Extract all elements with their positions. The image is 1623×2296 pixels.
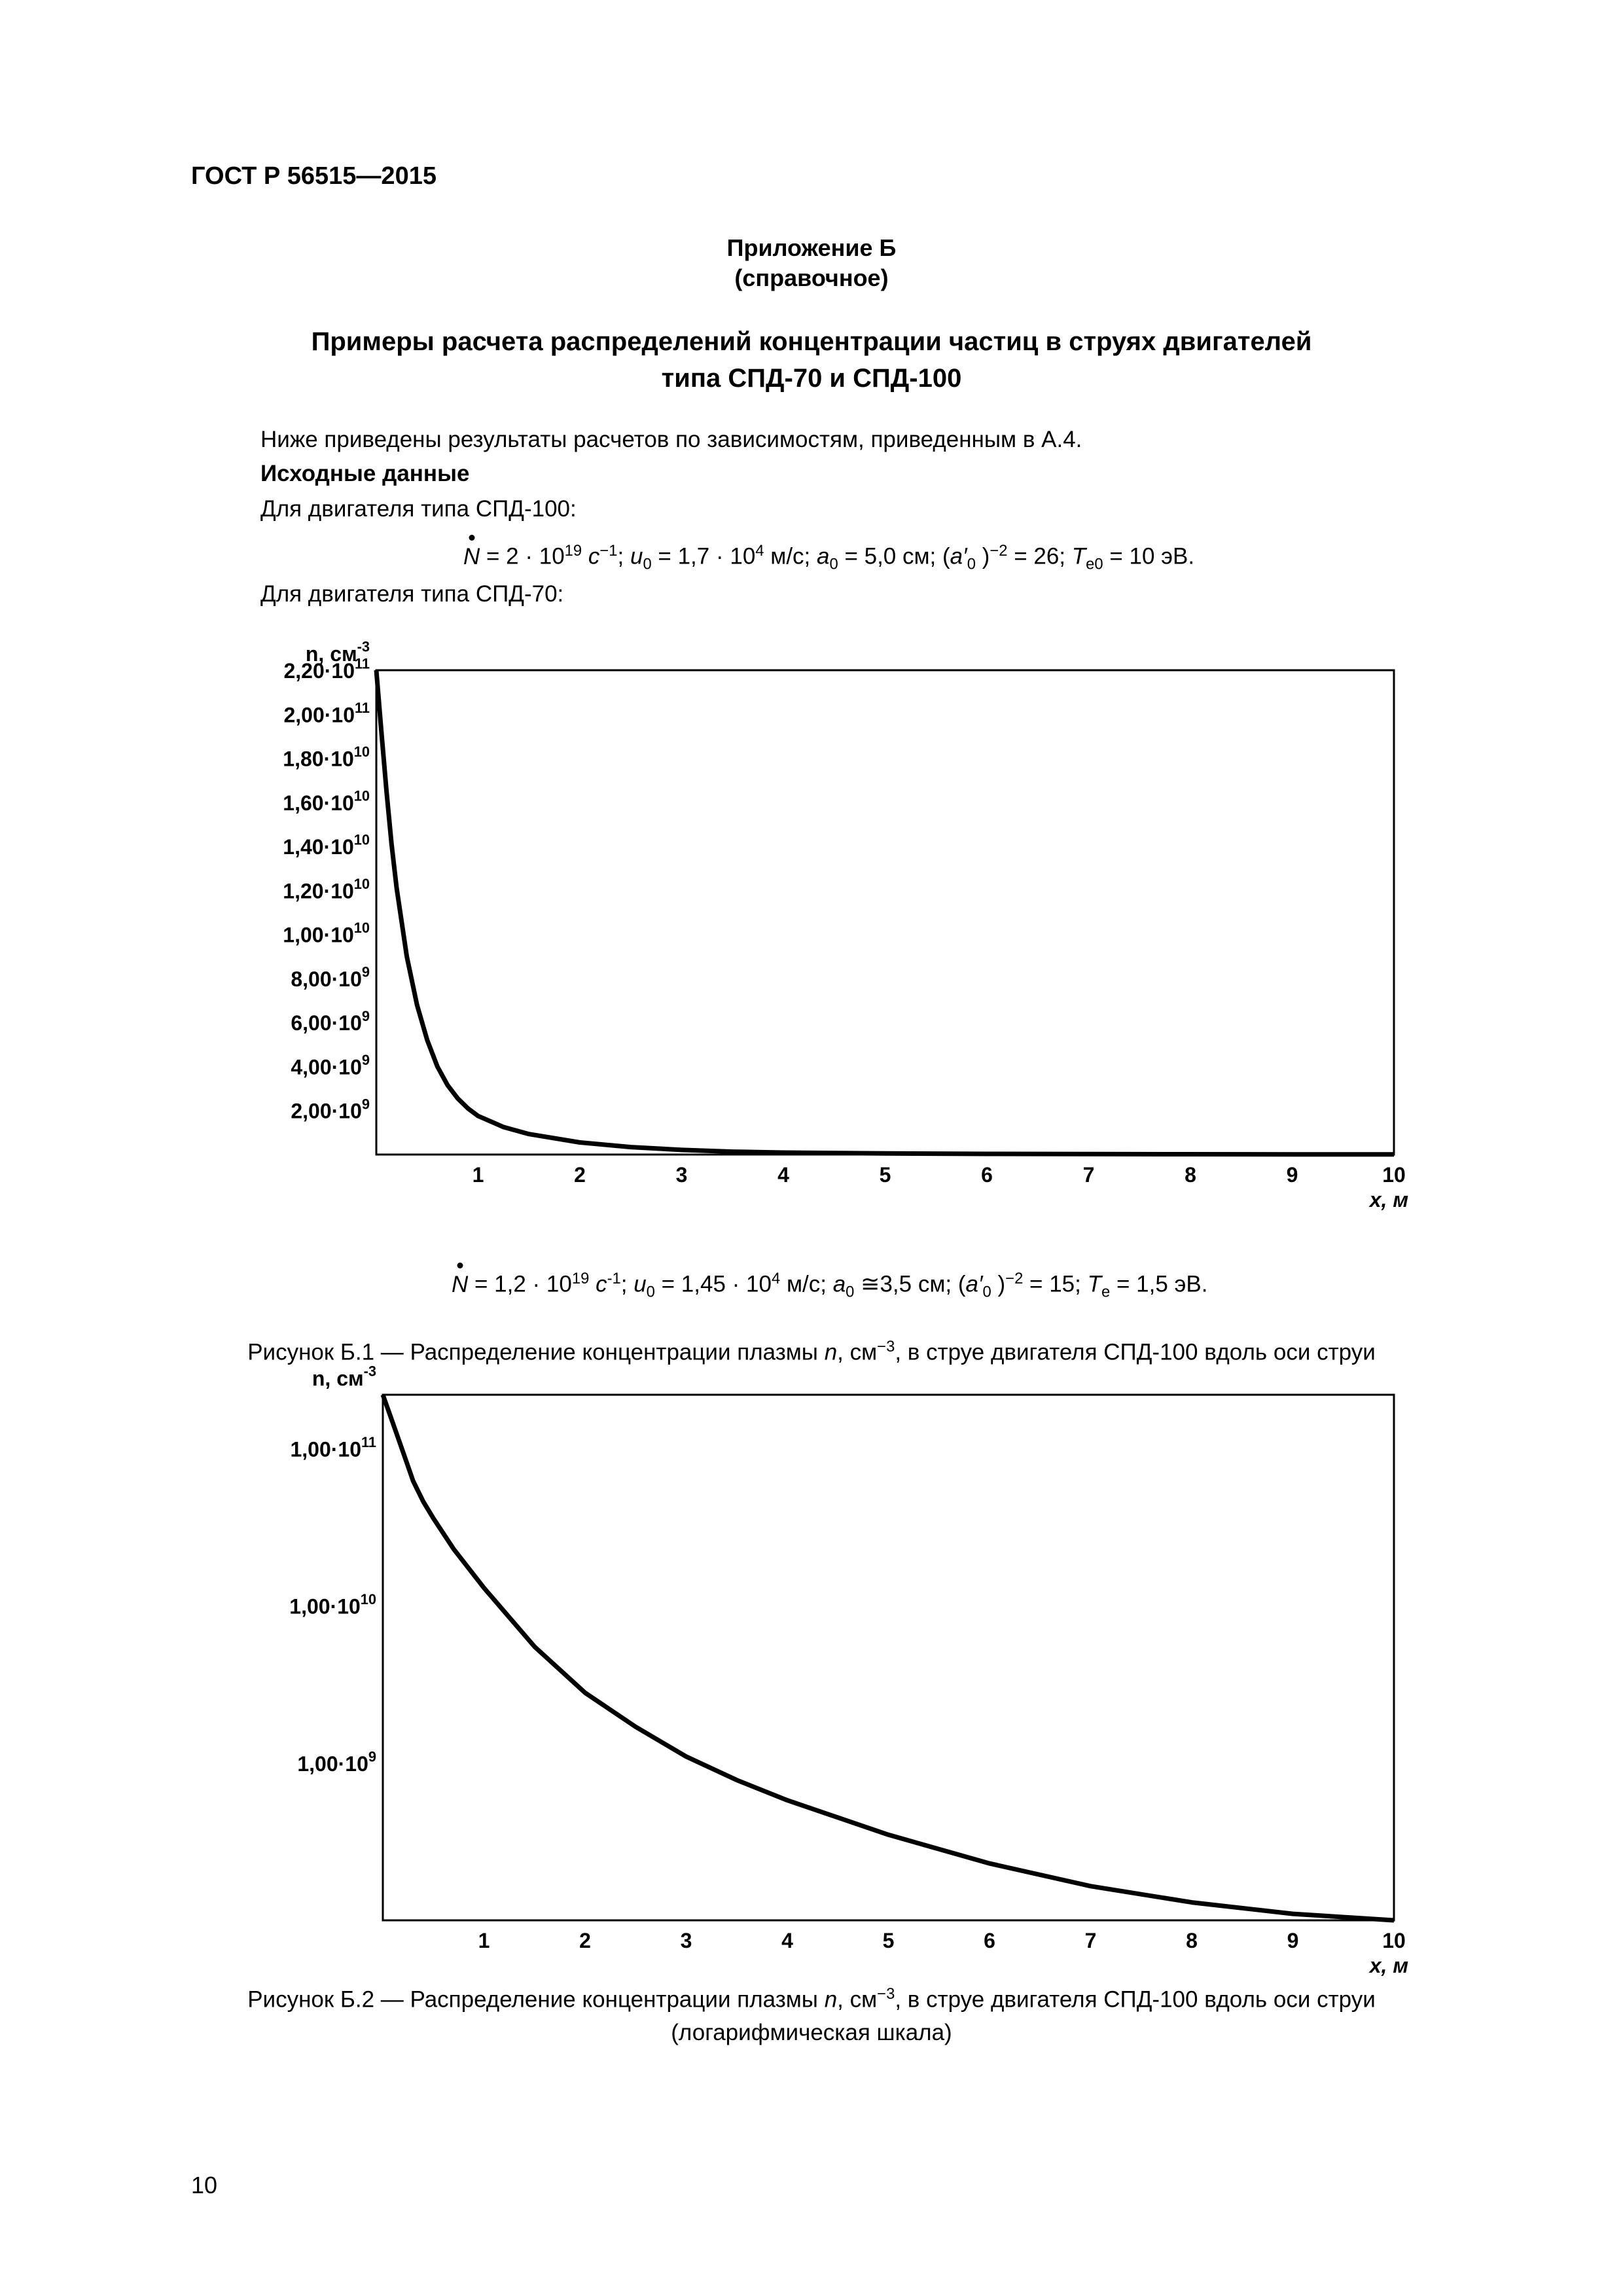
y-tick-label: $2,20\cdot 10^{11}$ bbox=[283, 655, 370, 683]
formula1-paren: ) bbox=[975, 543, 990, 569]
y-tick-label: $1,00\cdot 10^{11}$ bbox=[290, 1433, 376, 1462]
title-line-1: Примеры расчета распределений концентрации частиц в струях двигателей bbox=[311, 327, 1312, 356]
formula2-a-sub: 0 bbox=[846, 1283, 855, 1301]
intro-paragraph: Ниже приведены результаты расчетов по зависимостям, приведенным в А.4. bbox=[260, 427, 1082, 452]
y-tick-label: $1,00\cdot 10^{10}$ bbox=[283, 920, 370, 947]
figure2-caption-n: n bbox=[824, 1986, 838, 2013]
formula1-a: a bbox=[817, 543, 830, 569]
chart-linear bbox=[236, 622, 1446, 1244]
x-tick-label: 4 bbox=[777, 1163, 789, 1187]
y-tick-label: $2,00\cdot 10^9$ bbox=[291, 1096, 370, 1123]
formula1-aprime-value: = 26; bbox=[1007, 543, 1072, 569]
y-tick-label: $1,00\cdot 10^{10}$ bbox=[289, 1591, 376, 1619]
x-tick-label: 7 bbox=[1082, 1163, 1095, 1187]
y-axis-label: n, $см^{-3}$ bbox=[312, 1363, 376, 1390]
figure2-caption-exp: −3 bbox=[877, 1985, 895, 2003]
x-tick-label: 4 bbox=[781, 1929, 793, 1952]
formula2-u-sub: 0 bbox=[646, 1283, 655, 1301]
y-tick-label: $6,00\cdot 10^9$ bbox=[291, 1007, 370, 1035]
x-tick-label: 8 bbox=[1186, 1929, 1198, 1952]
formula1-u-value: = 1,7 · 10 bbox=[651, 543, 756, 569]
x-tick-label: 2 bbox=[579, 1929, 591, 1952]
page-number: 10 bbox=[191, 2172, 218, 2198]
formula1-u-sub: 0 bbox=[643, 555, 652, 573]
x-axis-label: x, м bbox=[1369, 1954, 1408, 1977]
source-data-heading: Исходные данные bbox=[260, 461, 470, 486]
formula2-paren: ) bbox=[991, 1271, 1006, 1297]
figure2-caption-line2: (логарифмическая шкала) bbox=[671, 2019, 952, 2045]
formula-spd100 bbox=[463, 542, 1194, 574]
x-tick-label: 3 bbox=[680, 1929, 692, 1952]
formula2-sep: ; bbox=[620, 1271, 634, 1297]
figure2-caption-tail: , в струе двигателя СПД-100 вдоль оси струи bbox=[895, 1986, 1376, 2013]
formula2-t-value: = 1,5 эВ. bbox=[1110, 1271, 1208, 1297]
plot-frame bbox=[376, 670, 1394, 1155]
formula2-u-value: = 1,45 · 10 bbox=[654, 1271, 772, 1297]
y-tick-label: $4,00\cdot 10^9$ bbox=[291, 1052, 370, 1079]
formula1-exp: 19 bbox=[564, 542, 582, 560]
formula2-u-unit: м/с; bbox=[780, 1271, 833, 1297]
figure2-caption-text: Рисунок Б.2 — Распределение концентрации плазмы bbox=[247, 1986, 825, 2013]
figure1-caption-unit: , см bbox=[837, 1339, 878, 1365]
formula1-unit-exp: −1 bbox=[599, 542, 618, 560]
y-tick-label: $8,00\cdot 10^9$ bbox=[291, 963, 370, 991]
x-tick-label: 5 bbox=[879, 1163, 891, 1187]
y-tick-label: $1,40\cdot 10^{10}$ bbox=[283, 831, 370, 859]
formula1-t-sub: e0 bbox=[1086, 555, 1103, 573]
document-header: ГОСТ Р 56515—2015 bbox=[191, 162, 437, 190]
x-tick-label: 7 bbox=[1084, 1929, 1097, 1952]
x-tick-label: 10 bbox=[1382, 1929, 1406, 1952]
y-tick-label: $1,20\cdot 10^{10}$ bbox=[283, 875, 370, 903]
y-tick-label: $2,00\cdot 10^{11}$ bbox=[283, 699, 370, 727]
formula2-paren-exp: −2 bbox=[1005, 1270, 1024, 1287]
figure2-caption bbox=[0, 1978, 1623, 2049]
x-tick-label: 1 bbox=[472, 1163, 484, 1187]
formula2-aprime-value: = 15; bbox=[1023, 1271, 1088, 1297]
series-line bbox=[376, 670, 1394, 1155]
series-line bbox=[383, 1395, 1394, 1920]
section-title bbox=[0, 323, 1623, 397]
formula2-aprime-sub: 0 bbox=[982, 1283, 991, 1301]
formula1-aprime: a′ bbox=[950, 543, 967, 569]
formula2-a: a bbox=[832, 1271, 846, 1297]
plot-frame bbox=[383, 1395, 1394, 1920]
y-tick-label: $1,00\cdot 10^9$ bbox=[297, 1748, 376, 1776]
annex-status: (справочное) bbox=[734, 264, 889, 291]
formula1-aprime-sub: 0 bbox=[967, 555, 976, 573]
y-tick-label: $1,60\cdot 10^{10}$ bbox=[283, 787, 370, 815]
formula1-u: u bbox=[630, 543, 643, 569]
formula1-unit: с bbox=[582, 543, 600, 569]
formula2-part: = 1,2 · 10 bbox=[468, 1271, 572, 1297]
formula1-u-unit: м/с; bbox=[764, 543, 817, 569]
formula2-a-value: ≅3,5 см; ( bbox=[854, 1271, 966, 1297]
formula1-t: T bbox=[1071, 543, 1086, 569]
chart-log bbox=[236, 1363, 1446, 1983]
x-axis-label: x, м bbox=[1369, 1188, 1408, 1211]
x-tick-label: 10 bbox=[1382, 1163, 1406, 1187]
figure2-caption-line1 bbox=[0, 1978, 1623, 2017]
figure1-caption-exp: −3 bbox=[877, 1338, 895, 1355]
formula1-a-value: = 5,0 см; ( bbox=[838, 543, 950, 569]
figure1-caption-text: Рисунок Б.1 — Распределение концентрации плазмы bbox=[247, 1339, 825, 1365]
formula2-u: u bbox=[633, 1271, 647, 1297]
annex-title: Приложение Б bbox=[726, 234, 897, 261]
formula1-paren-exp: −2 bbox=[990, 542, 1008, 560]
figure1-caption-n: n bbox=[824, 1339, 838, 1365]
formula2-t-sub: e bbox=[1101, 1283, 1111, 1301]
formula1-t-value: = 10 эВ. bbox=[1103, 543, 1195, 569]
x-tick-label: 6 bbox=[984, 1929, 995, 1952]
x-tick-label: 1 bbox=[478, 1929, 490, 1952]
y-axis-label: n, $см^{-3}$ bbox=[305, 638, 370, 666]
figure1-caption-tail: , в струе двигателя СПД-100 вдоль оси струи bbox=[895, 1339, 1376, 1365]
engine70-label: Для двигателя типа СПД-70: bbox=[260, 581, 564, 607]
figure1-caption bbox=[0, 1338, 1623, 1366]
y-tick-label: $1,80\cdot 10^{10}$ bbox=[283, 744, 370, 771]
formula1-a-sub: 0 bbox=[829, 555, 838, 573]
x-tick-label: 8 bbox=[1185, 1163, 1196, 1187]
engine100-label: Для двигателя типа СПД-100: bbox=[260, 496, 577, 522]
formula2-unit-exp: -1 bbox=[607, 1270, 621, 1287]
formula1-n: N bbox=[463, 543, 480, 569]
x-tick-label: 5 bbox=[882, 1929, 895, 1952]
formula1-sep: ; bbox=[617, 543, 630, 569]
x-tick-label: 3 bbox=[675, 1163, 688, 1187]
annex-heading bbox=[0, 233, 1623, 293]
figure2-caption-unit: , см bbox=[837, 1986, 878, 2013]
formula2-u-exp: 4 bbox=[771, 1270, 781, 1287]
formula-spd70 bbox=[452, 1270, 1207, 1302]
x-tick-label: 6 bbox=[981, 1163, 993, 1187]
formula1-u-exp: 4 bbox=[755, 542, 764, 560]
x-tick-label: 2 bbox=[574, 1163, 586, 1187]
formula1-part: = 2 · 10 bbox=[480, 543, 565, 569]
x-tick-label: 9 bbox=[1287, 1929, 1299, 1952]
formula2-t: T bbox=[1087, 1271, 1101, 1297]
formula2-n: N bbox=[452, 1271, 469, 1297]
x-tick-label: 9 bbox=[1286, 1163, 1298, 1187]
formula2-unit: с bbox=[589, 1271, 607, 1297]
title-line-2: типа СПД-70 и СПД-100 bbox=[661, 364, 962, 393]
formula2-exp: 19 bbox=[571, 1270, 590, 1287]
formula2-aprime: a′ bbox=[965, 1271, 983, 1297]
